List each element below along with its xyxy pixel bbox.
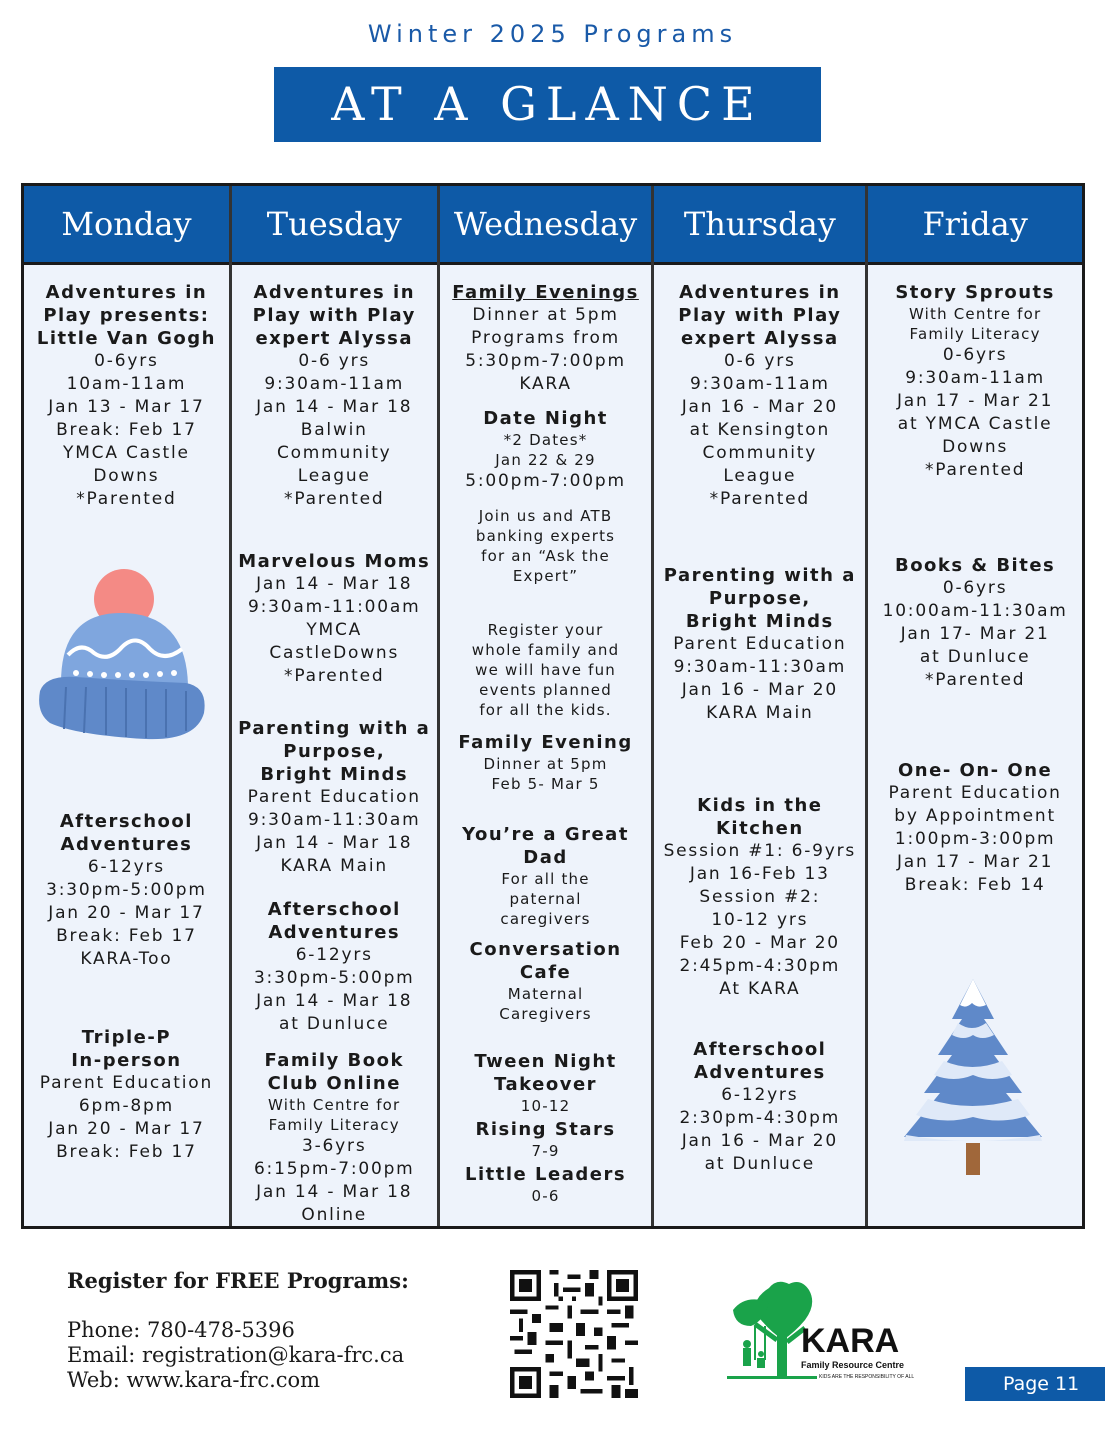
column-tuesday bbox=[232, 186, 440, 1226]
program-detail: 10-12 bbox=[520, 1097, 571, 1115]
program-title: Books & Bites bbox=[894, 555, 1056, 576]
phone-text: Phone: 780-478-5396 bbox=[67, 1318, 295, 1342]
program-detail: caregivers bbox=[500, 910, 591, 928]
program-detail: *Parented bbox=[924, 460, 1026, 480]
program-title: Takeover bbox=[494, 1074, 598, 1095]
program-detail: *Parented bbox=[284, 666, 385, 686]
program-detail: whole family and bbox=[471, 641, 620, 659]
day-header-friday: Friday bbox=[868, 186, 1082, 265]
program-title: Bright Minds bbox=[260, 764, 409, 785]
program-detail: 10am-11am bbox=[66, 374, 187, 394]
program-detail: 5:00pm-7:00pm bbox=[465, 471, 626, 491]
program-detail: Jan 20 - Mar 17 bbox=[48, 1119, 205, 1139]
program-title: Adventures in bbox=[679, 282, 841, 303]
program-title: Family Evenings bbox=[452, 282, 639, 303]
subtitle: Winter 2025 Programs bbox=[367, 20, 738, 48]
page-title: AT A GLANCE bbox=[274, 67, 821, 142]
program-detail: 0-6 yrs bbox=[298, 351, 371, 371]
program-one-on-one bbox=[868, 759, 1082, 897]
program-detail: Jan 17 - Mar 21 bbox=[896, 852, 1054, 872]
program-detail: Community bbox=[276, 443, 392, 463]
program-detail: Downs bbox=[93, 466, 160, 486]
program-detail: Jan 17- Mar 21 bbox=[900, 624, 1050, 644]
program-detail: Parent Education bbox=[39, 1073, 214, 1093]
program-parenting-with-a-purpose bbox=[232, 717, 437, 878]
program-detail: 0-6yrs bbox=[942, 345, 1008, 365]
program-detail: at Dunluce bbox=[279, 1014, 390, 1034]
program-detail: at Dunluce bbox=[919, 647, 1031, 667]
program-detail: Dinner at 5pm bbox=[472, 305, 619, 325]
program-title: expert Alyssa bbox=[681, 328, 839, 349]
program-detail: 1:00pm-3:00pm bbox=[894, 829, 1056, 849]
program-title: Kids in the bbox=[697, 795, 823, 816]
column-body bbox=[440, 265, 652, 1226]
day-header-wednesday: Wednesday bbox=[440, 186, 652, 265]
program-detail: Feb 20 - Mar 20 bbox=[679, 933, 840, 953]
column-wednesday bbox=[440, 186, 655, 1226]
program-detail: 2:30pm-4:30pm bbox=[679, 1108, 841, 1128]
program-detail: Jan 14 - Mar 18 bbox=[256, 1182, 413, 1202]
program-family-book-club bbox=[232, 1049, 437, 1227]
program-title: Dad bbox=[523, 847, 568, 868]
column-body bbox=[24, 265, 229, 1226]
program-ask-the-expert bbox=[440, 506, 652, 586]
program-title: Adventures bbox=[268, 922, 401, 943]
program-title: Triple-P bbox=[81, 1027, 172, 1048]
program-detail: banking experts bbox=[475, 527, 616, 545]
program-title: Afterschool bbox=[693, 1039, 827, 1060]
program-detail: Session #1: 6-9yrs bbox=[663, 841, 857, 861]
program-title: Purpose, bbox=[708, 588, 811, 609]
program-title: Little Leaders bbox=[465, 1164, 627, 1185]
program-title: Adventures in bbox=[45, 282, 208, 303]
program-detail: KARA bbox=[519, 374, 572, 394]
program-register-note bbox=[440, 620, 652, 720]
program-detail: paternal bbox=[509, 890, 582, 908]
program-detail: Online bbox=[301, 1205, 368, 1225]
program-title: Bright Minds bbox=[685, 611, 834, 632]
program-detail: CastleDowns bbox=[269, 643, 400, 663]
program-detail: Jan 16 - Mar 20 bbox=[681, 397, 838, 417]
program-detail: With Centre for bbox=[268, 1096, 401, 1114]
program-title: Afterschool bbox=[59, 811, 193, 832]
program-detail: 0-6yrs bbox=[942, 578, 1008, 598]
program-adventures-in-play bbox=[232, 281, 437, 511]
program-detail: Jan 20 - Mar 17 bbox=[48, 903, 205, 923]
program-detail: 0-6 bbox=[531, 1187, 560, 1205]
program-detail: 9:30am-11am bbox=[689, 374, 830, 394]
program-detail: 9:30am-11:30am bbox=[673, 657, 847, 677]
qr-code-icon[interactable] bbox=[510, 1270, 638, 1398]
program-detail: 3:30pm-5:00pm bbox=[253, 968, 415, 988]
program-detail: Jan 16 - Mar 20 bbox=[681, 1131, 838, 1151]
program-tween-night bbox=[440, 1050, 652, 1116]
program-title: Purpose, bbox=[283, 741, 386, 762]
program-detail: Caregivers bbox=[499, 1005, 592, 1023]
program-detail: Parent Education bbox=[673, 634, 847, 654]
program-detail: 2:45pm-4:30pm bbox=[679, 956, 841, 976]
program-detail: Jan 16-Feb 13 bbox=[689, 864, 830, 884]
winter-hat-icon bbox=[36, 563, 206, 753]
program-detail: Jan 14 - Mar 18 bbox=[256, 991, 413, 1011]
program-title: One- On- One bbox=[898, 760, 1053, 781]
program-detail: Jan 14 - Mar 18 bbox=[256, 833, 413, 853]
program-detail: Jan 16 - Mar 20 bbox=[681, 680, 838, 700]
program-detail: at YMCA Castle bbox=[897, 414, 1053, 434]
program-detail: Jan 22 & 29 bbox=[495, 451, 596, 469]
program-title: Little Van Gogh bbox=[36, 328, 216, 349]
program-great-dad bbox=[440, 823, 652, 929]
program-detail: 6-12yrs bbox=[87, 857, 165, 877]
column-body bbox=[654, 265, 865, 1226]
program-kids-in-the-kitchen bbox=[654, 794, 865, 1001]
logo-tagline: KIDS ARE THE RESPONSIBILITY OF ALL bbox=[819, 1374, 915, 1380]
program-title: You’re a Great bbox=[462, 824, 629, 845]
program-detail: *Parented bbox=[924, 670, 1026, 690]
program-detail: at Dunluce bbox=[704, 1154, 816, 1174]
program-title: Adventures bbox=[60, 834, 193, 855]
column-friday bbox=[868, 186, 1082, 1226]
program-detail: Family Literacy bbox=[268, 1116, 400, 1134]
program-title: Family Evening bbox=[458, 732, 633, 753]
kara-logo-icon bbox=[725, 1280, 925, 1385]
program-detail: 9:30am-11:00am bbox=[248, 597, 421, 617]
program-story-sprouts bbox=[868, 281, 1082, 482]
program-detail: 10:00am-11:30am bbox=[882, 601, 1068, 621]
day-header-monday: Monday bbox=[24, 186, 229, 265]
program-books-and-bites bbox=[868, 554, 1082, 692]
program-detail: Programs from bbox=[471, 328, 621, 348]
program-detail: Jan 17 - Mar 21 bbox=[896, 391, 1054, 411]
program-detail: 0-6 yrs bbox=[723, 351, 796, 371]
program-parenting-with-a-purpose bbox=[654, 564, 865, 725]
program-title: Tween Night bbox=[474, 1051, 617, 1072]
program-detail: for an “Ask the bbox=[481, 547, 610, 565]
program-detail: Jan 13 - Mar 17 bbox=[48, 397, 205, 417]
column-monday bbox=[24, 186, 232, 1226]
program-detail: 0-6yrs bbox=[94, 351, 159, 371]
program-detail: Parent Education bbox=[888, 783, 1062, 803]
program-detail: Community bbox=[702, 443, 818, 463]
program-rising-stars bbox=[440, 1118, 652, 1161]
program-title: Play presents: bbox=[43, 305, 210, 326]
program-detail: *Parented bbox=[284, 489, 385, 509]
program-detail: Balwin bbox=[300, 420, 368, 440]
program-detail: Jan 14 - Mar 18 bbox=[256, 397, 413, 417]
program-marvelous-moms bbox=[232, 550, 437, 688]
program-detail: at Kensington bbox=[689, 420, 831, 440]
program-detail: With Centre for bbox=[908, 305, 1042, 323]
program-detail: for all the kids. bbox=[479, 701, 612, 719]
program-afterschool-adventures bbox=[654, 1038, 865, 1176]
day-header-tuesday: Tuesday bbox=[232, 186, 437, 265]
program-title: Family Book bbox=[264, 1050, 404, 1071]
program-detail: Expert” bbox=[512, 567, 579, 585]
program-title: Play with Play bbox=[252, 305, 416, 326]
contact-block bbox=[67, 1318, 404, 1393]
program-detail: KARA Main bbox=[280, 856, 388, 876]
schedule-table bbox=[21, 183, 1085, 1229]
program-detail: 6-12yrs bbox=[295, 945, 373, 965]
program-detail: Downs bbox=[942, 437, 1009, 457]
program-detail: Break: Feb 14 bbox=[904, 875, 1046, 895]
program-detail: Family Literacy bbox=[909, 325, 1041, 343]
program-detail: Join us and ATB bbox=[478, 507, 613, 525]
program-afterschool-adventures bbox=[24, 810, 229, 971]
program-detail: 6pm-8pm bbox=[78, 1096, 174, 1116]
program-title: Conversation bbox=[469, 939, 622, 960]
program-detail: Break: Feb 17 bbox=[56, 420, 197, 440]
program-detail: 7-9 bbox=[531, 1142, 560, 1160]
logo-name: KARA bbox=[801, 1322, 900, 1360]
program-detail: 3:30pm-5:00pm bbox=[46, 880, 207, 900]
program-afterschool-adventures bbox=[232, 898, 437, 1036]
program-detail: Break: Feb 17 bbox=[56, 1142, 197, 1162]
program-conversation-cafe bbox=[440, 938, 652, 1024]
program-adventures-in-play bbox=[654, 281, 865, 511]
program-title: Club Online bbox=[267, 1073, 401, 1094]
program-detail: 9:30am-11:30am bbox=[248, 810, 421, 830]
page-number: Page 11 bbox=[965, 1367, 1105, 1401]
program-detail: by Appointment bbox=[894, 806, 1056, 826]
day-header-thursday: Thursday bbox=[654, 186, 865, 265]
program-detail: *Parented bbox=[709, 489, 811, 509]
program-title: In-person bbox=[71, 1050, 182, 1071]
program-title: Rising Stars bbox=[475, 1119, 616, 1140]
program-detail: Register your bbox=[487, 621, 604, 639]
program-detail: Feb 5- Mar 5 bbox=[491, 775, 600, 793]
program-detail: League bbox=[297, 466, 371, 486]
program-little-leaders bbox=[440, 1163, 652, 1206]
program-title: Parenting with a bbox=[238, 718, 431, 739]
register-heading: Register for FREE Programs: bbox=[67, 1268, 409, 1293]
column-body bbox=[868, 265, 1082, 1226]
column-body bbox=[232, 265, 437, 1226]
program-little-van-gogh bbox=[24, 281, 229, 511]
program-title: Adventures in bbox=[253, 282, 416, 303]
program-detail: 5:30pm-7:00pm bbox=[465, 351, 626, 371]
program-detail: YMCA bbox=[306, 620, 363, 640]
program-detail: Maternal bbox=[507, 985, 584, 1003]
logo-subtitle: Family Resource Centre bbox=[801, 1360, 905, 1370]
program-detail: KARA Main bbox=[706, 703, 814, 723]
program-title: Kitchen bbox=[715, 818, 804, 839]
program-detail: Dinner at 5pm bbox=[483, 755, 608, 773]
program-title: expert Alyssa bbox=[255, 328, 414, 349]
program-detail: Jan 14 - Mar 18 bbox=[256, 574, 413, 594]
program-detail: YMCA Castle bbox=[63, 443, 190, 463]
program-detail: we will have fun bbox=[475, 661, 616, 679]
program-family-evenings bbox=[440, 281, 652, 396]
program-title: Afterschool bbox=[267, 899, 401, 920]
program-detail: 3-6yrs bbox=[302, 1136, 367, 1156]
program-detail: events planned bbox=[479, 681, 612, 699]
program-family-evening bbox=[440, 731, 652, 794]
program-detail: 10-12 yrs bbox=[711, 910, 809, 930]
program-detail: *Parented bbox=[76, 489, 177, 509]
program-title: Date Night bbox=[483, 408, 608, 429]
program-detail: 6:15pm-7:00pm bbox=[253, 1159, 415, 1179]
program-detail: *2 Dates* bbox=[503, 431, 588, 449]
program-title: Marvelous Moms bbox=[238, 551, 431, 572]
program-triple-p bbox=[24, 1026, 229, 1164]
program-title: Play with Play bbox=[678, 305, 842, 326]
program-detail: Break: Feb 17 bbox=[56, 926, 197, 946]
program-detail: League bbox=[723, 466, 797, 486]
program-detail: KARA-Too bbox=[80, 949, 173, 969]
program-detail: Parent Education bbox=[247, 787, 421, 807]
web-link[interactable]: Web: www.kara-frc.com bbox=[67, 1368, 321, 1392]
program-date-night bbox=[440, 407, 652, 493]
program-detail: 9:30am-11am bbox=[905, 368, 1045, 388]
program-title: Parenting with a bbox=[663, 565, 856, 586]
column-thursday bbox=[654, 186, 868, 1226]
program-detail: For all the bbox=[501, 870, 590, 888]
program-detail: 9:30am-11am bbox=[264, 374, 405, 394]
program-detail: Session #2: bbox=[699, 887, 821, 907]
email-link[interactable]: Email: registration@kara-frc.ca bbox=[67, 1343, 405, 1367]
program-title: Adventures bbox=[693, 1062, 826, 1083]
snowy-tree-icon bbox=[882, 975, 1062, 1185]
program-detail: 6-12yrs bbox=[721, 1085, 799, 1105]
program-title: Story Sprouts bbox=[895, 282, 1055, 303]
program-detail: At KARA bbox=[719, 979, 801, 999]
program-title: Cafe bbox=[519, 962, 572, 983]
